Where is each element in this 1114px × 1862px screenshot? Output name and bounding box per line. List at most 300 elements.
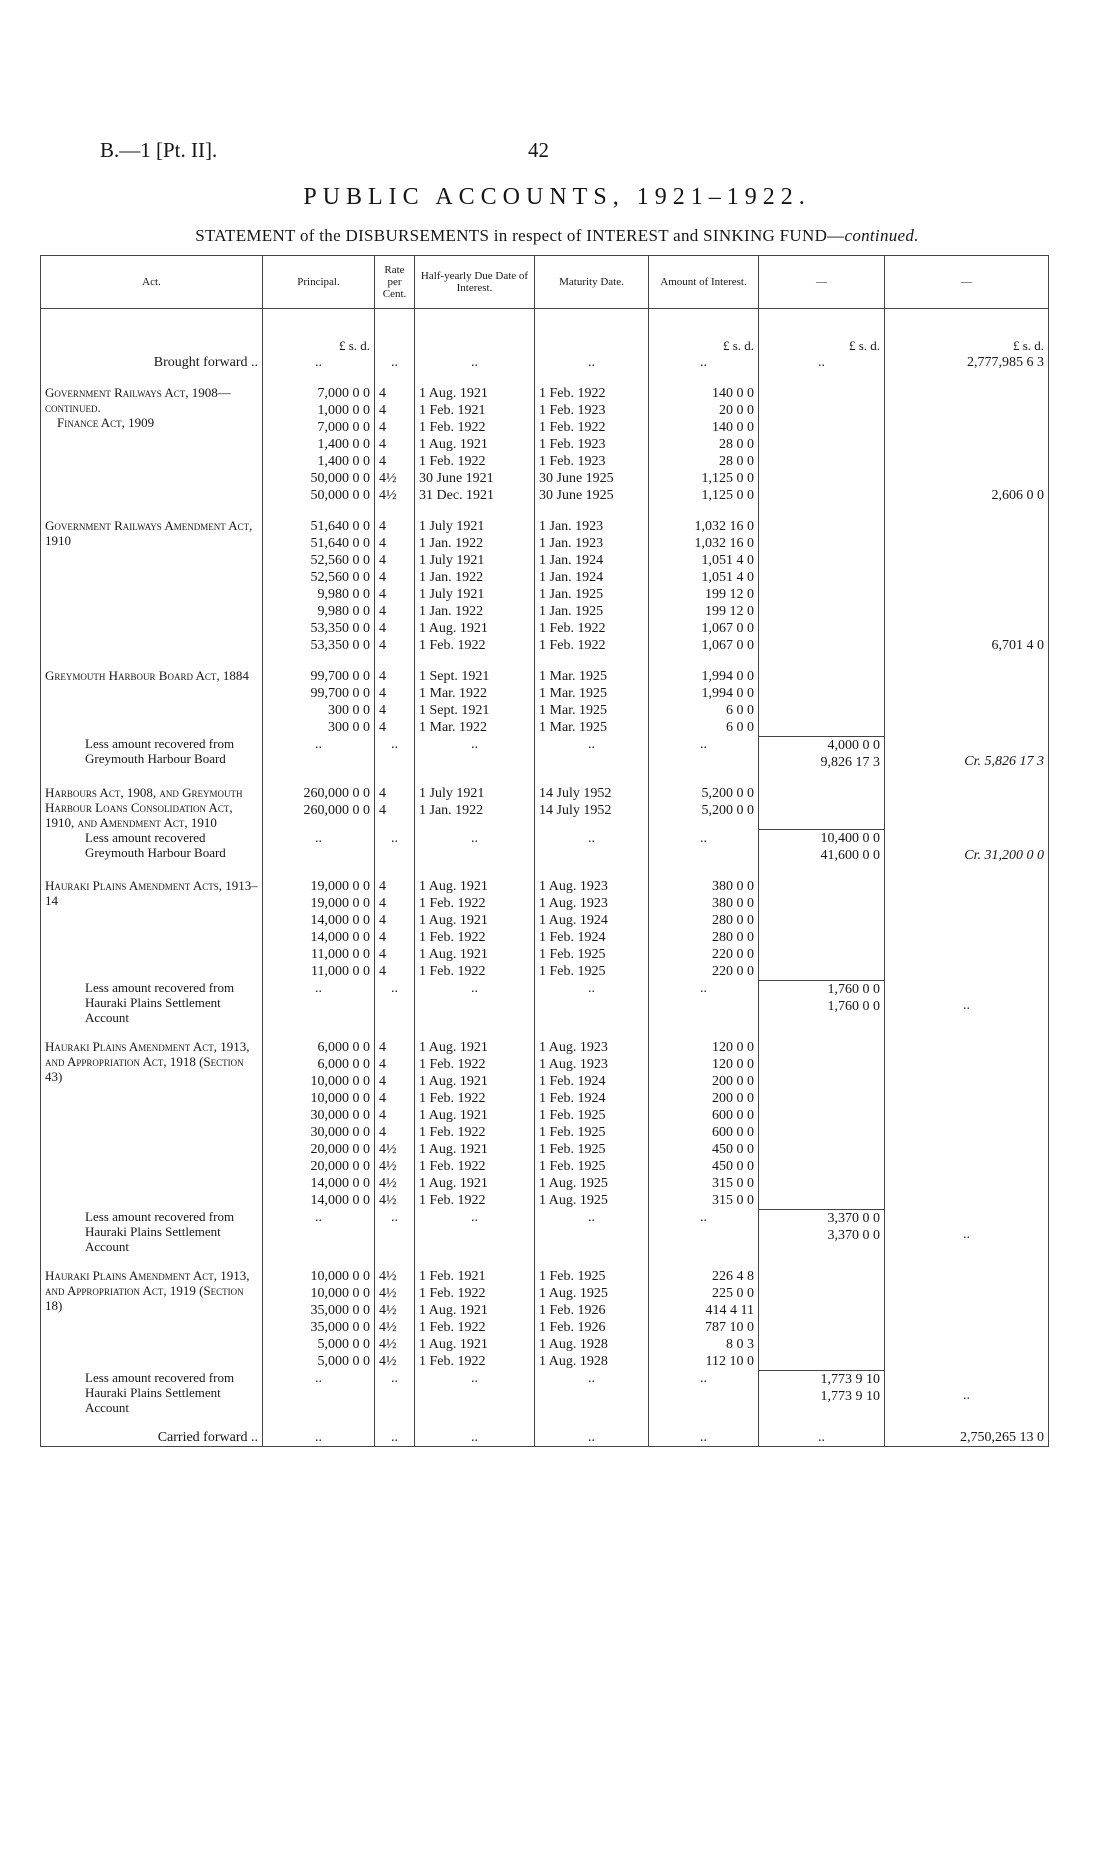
cf-dots-rate: ..	[375, 1429, 415, 1447]
interest-line: 1,125 0 0	[701, 471, 754, 486]
rate-line: 4	[379, 1125, 386, 1140]
interest-line: 200 0 0	[712, 1074, 754, 1089]
due-line: 1 Aug. 1921	[419, 947, 488, 962]
interest-line: 199 12 0	[705, 587, 754, 602]
maturity-line: 1 Aug. 1923	[539, 896, 608, 911]
rate-line: 4½	[379, 1269, 397, 1284]
bf-dots-due: ..	[415, 354, 535, 371]
maturity-line: 1 Jan. 1925	[539, 587, 604, 602]
interest-line: 1,051 4 0	[701, 570, 754, 585]
bf-dots-maturity: ..	[535, 354, 649, 371]
cf-dots-due: ..	[415, 1429, 535, 1447]
act-cell	[41, 785, 263, 830]
due-line: 1 Feb. 1922	[419, 454, 486, 469]
interest-line: 600 0 0	[712, 1125, 754, 1140]
principal-line: 50,000 0 0	[310, 471, 370, 486]
principal-line: 19,000 0 0	[310, 879, 370, 894]
act-name: Harbours Act, 1908, and Greymouth Harbour Loans Consolidation Act, 1910, and Amendment Act, 1910	[45, 784, 243, 830]
brought-forward-row	[41, 354, 1049, 371]
maturity-line: 1 Aug. 1923	[539, 1040, 608, 1055]
amount-recovered: 9,826 17 3	[820, 754, 880, 770]
col8-cell	[885, 1268, 1049, 1370]
interest-line: 8 0 3	[726, 1337, 754, 1352]
maturity-line: 1 Feb. 1923	[539, 437, 606, 452]
maturity-line: 1 Aug. 1925	[539, 1176, 608, 1191]
interest-line: 1,051 4 0	[701, 553, 754, 568]
interest-line: 6 0 0	[726, 720, 754, 735]
rate-line: 4	[379, 638, 386, 653]
rate-line: 4½	[379, 1354, 397, 1369]
disbursements-table	[40, 255, 1049, 1447]
rate-line: 4	[379, 386, 386, 401]
due-line: 1 Feb. 1922	[419, 1354, 486, 1369]
less-recovered-row	[41, 1370, 1049, 1415]
act-subname: Finance Act, 1909	[57, 415, 155, 430]
principal-cell	[263, 1039, 375, 1209]
rate-line: 4	[379, 570, 386, 585]
subtotal-cell	[759, 1209, 885, 1254]
less-cell	[41, 1209, 263, 1254]
less-dots-due: ..	[415, 1370, 535, 1415]
due-cell	[415, 785, 535, 830]
due-line: 1 Jan. 1922	[419, 802, 484, 818]
col7-cell	[759, 1039, 885, 1209]
due-line: 1 Aug. 1921	[419, 1108, 488, 1123]
brought-forward-total: 2,777,985 6 3	[885, 354, 1049, 371]
maturity-line: 1 Feb. 1925	[539, 947, 606, 962]
maturity-cell	[535, 1268, 649, 1370]
bf-dots-rate: ..	[375, 354, 415, 371]
maturity-line: 1 Jan. 1924	[539, 553, 604, 568]
unit-col7: £ s. d.	[759, 309, 885, 355]
rate-line: 4	[379, 1108, 386, 1123]
rate-cell	[375, 385, 415, 504]
col8-cell	[885, 878, 1049, 980]
principal-cell	[263, 878, 375, 980]
maturity-line: 1 Aug. 1925	[539, 1193, 608, 1208]
maturity-line: 1 Feb. 1925	[539, 964, 606, 979]
due-line: 30 June 1921	[419, 471, 494, 486]
maturity-line: 1 Jan. 1923	[539, 519, 604, 534]
act-group-row	[41, 878, 1049, 980]
col-principal: Principal.	[263, 256, 375, 309]
interest-line: 5,200 0 0	[701, 802, 754, 818]
rate-line: 4	[379, 519, 386, 534]
maturity-line: 1 Feb. 1926	[539, 1303, 606, 1318]
principal-line: 1,400 0 0	[317, 437, 370, 452]
interest-line: 280 0 0	[712, 913, 754, 928]
rate-line: 4	[379, 896, 386, 911]
cf-dots-principal: ..	[263, 1429, 375, 1447]
act-group-row	[41, 1039, 1049, 1209]
principal-line: 50,000 0 0	[310, 488, 370, 503]
due-line: 1 Aug. 1921	[419, 1337, 488, 1352]
cf-dots-interest: ..	[649, 1429, 759, 1447]
rate-line: 4½	[379, 1303, 397, 1318]
header-row	[41, 256, 1049, 309]
maturity-line: 1 Aug. 1928	[539, 1337, 608, 1352]
principal-line: 10,000 0 0	[310, 1286, 370, 1301]
maturity-line: 1 Feb. 1924	[539, 1074, 606, 1089]
cf-dots-maturity: ..	[535, 1429, 649, 1447]
maturity-line: 1 Feb. 1926	[539, 1320, 606, 1335]
due-line: 1 Mar. 1922	[419, 686, 488, 701]
principal-line: 11,000 0 0	[311, 947, 370, 962]
carried-forward-total: 2,750,265 13 0	[885, 1429, 1049, 1447]
brought-forward-label: Brought forward ..	[41, 354, 263, 371]
rate-cell	[375, 518, 415, 654]
principal-cell	[263, 518, 375, 654]
rate-line: 4	[379, 802, 386, 818]
principal-line: 9,980 0 0	[317, 587, 370, 602]
principal-line: 14,000 0 0	[310, 913, 370, 928]
due-line: 1 Feb. 1921	[419, 403, 486, 418]
interest-line: 220 0 0	[712, 964, 754, 979]
less-dots-principal: ..	[263, 1209, 375, 1254]
principal-line: 7,000 0 0	[317, 386, 370, 401]
table-footer	[41, 1415, 1049, 1447]
maturity-line: 1 Feb. 1925	[539, 1159, 606, 1174]
act-group-row	[41, 385, 1049, 504]
less-dots-interest: ..	[649, 830, 759, 865]
less-dots-due: ..	[415, 830, 535, 865]
rate-line: 4	[379, 686, 386, 701]
less-cell	[41, 830, 263, 865]
less-dots-due: ..	[415, 1209, 535, 1254]
col8-cell	[885, 785, 1049, 830]
due-line: 1 Feb. 1922	[419, 638, 486, 653]
rate-line: 4	[379, 964, 386, 979]
rate-line: 4	[379, 587, 386, 602]
group-subtotal: 3,370 0 0	[827, 1210, 880, 1226]
principal-line: 14,000 0 0	[310, 930, 370, 945]
less-dots-due: ..	[415, 736, 535, 771]
less-dots-interest: ..	[649, 736, 759, 771]
rate-line: 4	[379, 879, 386, 894]
less-amount-label: Less amount recovered Greymouth Harbour Board	[85, 829, 226, 860]
statement-subtitle	[0, 226, 1114, 246]
interest-line: 1,125 0 0	[701, 488, 754, 503]
rate-line: 4	[379, 553, 386, 568]
less-dots-principal: ..	[263, 830, 375, 865]
act-group-row	[41, 668, 1049, 736]
principal-line: 10,000 0 0	[310, 1074, 370, 1089]
less-recovered-row	[41, 980, 1049, 1025]
less-dots-principal: ..	[263, 736, 375, 771]
due-line: 1 Sept. 1921	[419, 669, 490, 684]
less-dots-rate: ..	[375, 1370, 415, 1415]
due-line: 1 Aug. 1921	[419, 1176, 488, 1191]
maturity-line: 1 Feb. 1925	[539, 1269, 606, 1284]
interest-cell	[649, 385, 759, 504]
rate-line: 4	[379, 785, 386, 801]
group-total-cell	[885, 980, 1049, 1025]
due-line: 1 Feb. 1922	[419, 964, 486, 979]
principal-line: 14,000 0 0	[310, 1176, 370, 1191]
rate-line: 4½	[379, 488, 397, 503]
col8-cell	[885, 518, 1049, 654]
due-line: 1 Aug. 1921	[419, 1142, 488, 1157]
amount-recovered: 1,760 0 0	[827, 998, 880, 1014]
disbursements-table-wrapper	[40, 255, 1048, 1447]
principal-line: 6,000 0 0	[317, 1057, 370, 1072]
principal-cell	[263, 668, 375, 736]
principal-line: 1,000 0 0	[317, 403, 370, 418]
principal-line: 35,000 0 0	[310, 1320, 370, 1335]
unit-col8: £ s. d.	[885, 309, 1049, 355]
interest-line: 140 0 0	[712, 420, 754, 435]
maturity-line: 1 Feb. 1924	[539, 930, 606, 945]
due-line: 31 Dec. 1921	[419, 488, 495, 503]
col-rate: Rate per Cent.	[375, 256, 415, 309]
maturity-line: 30 June 1925	[539, 488, 614, 503]
less-dots-interest: ..	[649, 1370, 759, 1415]
due-cell	[415, 1268, 535, 1370]
less-amount-label: Less amount recovered from Hauraki Plains Settlement Account	[85, 1209, 235, 1254]
amount-recovered: 3,370 0 0	[827, 1227, 880, 1243]
maturity-line: 1 Jan. 1923	[539, 536, 604, 551]
principal-line: 5,000 0 0	[317, 1354, 370, 1369]
act-name: Government Railways Act, 1908—continued.	[45, 385, 231, 415]
rate-cell	[375, 785, 415, 830]
maturity-line: 30 June 1925	[539, 471, 614, 486]
due-line: 1 Feb. 1922	[419, 1193, 486, 1208]
principal-line: 10,000 0 0	[310, 1269, 370, 1284]
bf-dots-interest: ..	[649, 354, 759, 371]
due-line: 1 Jan. 1922	[419, 604, 484, 619]
maturity-line: 1 Feb. 1923	[539, 454, 606, 469]
interest-cell	[649, 878, 759, 980]
due-cell	[415, 1039, 535, 1209]
rate-cell	[375, 878, 415, 980]
maturity-cell	[535, 385, 649, 504]
interest-line: 225 0 0	[712, 1286, 754, 1301]
less-amount-label: Less amount recovered from Hauraki Plains Settlement Account	[85, 980, 235, 1025]
maturity-line: 1 Mar. 1925	[539, 720, 608, 735]
col-7: —	[759, 256, 885, 309]
less-dots-rate: ..	[375, 830, 415, 865]
principal-line: 300 0 0	[328, 720, 370, 735]
rate-line: 4	[379, 947, 386, 962]
maturity-cell	[535, 668, 649, 736]
rate-line: 4	[379, 1040, 386, 1055]
principal-line: 53,350 0 0	[310, 638, 370, 653]
interest-line: 20 0 0	[719, 403, 754, 418]
rate-line: 4	[379, 420, 386, 435]
col7-cell	[759, 668, 885, 736]
rate-cell	[375, 668, 415, 736]
maturity-line: 1 Aug. 1923	[539, 879, 608, 894]
unit-interest: £ s. d.	[649, 309, 759, 355]
rate-line: 4	[379, 536, 386, 551]
principal-line: 20,000 0 0	[310, 1159, 370, 1174]
subtotal-cell	[759, 1370, 885, 1415]
principal-line: 51,640 0 0	[310, 519, 370, 534]
due-cell	[415, 878, 535, 980]
units-row	[41, 309, 1049, 355]
col8-cell	[885, 668, 1049, 736]
group-total: ..	[963, 998, 970, 1013]
principal-line: 52,560 0 0	[310, 570, 370, 585]
due-line: 1 Mar. 1922	[419, 720, 488, 735]
act-name: Government Railways Amendment Act, 1910	[45, 518, 253, 548]
rate-line: 4	[379, 1074, 386, 1089]
act-cell	[41, 668, 263, 736]
due-cell	[415, 668, 535, 736]
rate-line: 4½	[379, 1286, 397, 1301]
page-header	[0, 132, 1114, 172]
principal-cell	[263, 385, 375, 504]
group-total: ..	[963, 1388, 970, 1403]
due-cell	[415, 518, 535, 654]
carried-forward-label: Carried forward ..	[41, 1429, 263, 1447]
maturity-line: 1 Aug. 1924	[539, 913, 608, 928]
maturity-cell	[535, 785, 649, 830]
act-cell	[41, 518, 263, 654]
subtitle-main: STATEMENT of the DISBURSEMENTS in respect of INTEREST and SINKING FUND—	[195, 226, 845, 245]
interest-line: 226 4 8	[712, 1269, 754, 1284]
maturity-line: 1 Aug. 1925	[539, 1286, 608, 1301]
maturity-line: 1 Feb. 1924	[539, 1091, 606, 1106]
principal-line: 35,000 0 0	[310, 1303, 370, 1318]
due-line: 1 Aug. 1921	[419, 879, 488, 894]
principal-cell	[263, 1268, 375, 1370]
due-line: 1 Feb. 1922	[419, 930, 486, 945]
due-line: 1 Aug. 1921	[419, 1303, 488, 1318]
interest-line: 450 0 0	[712, 1159, 754, 1174]
less-dots-maturity: ..	[535, 1209, 649, 1254]
act-cell	[41, 1268, 263, 1370]
group-total: 6,701 4 0	[991, 638, 1044, 653]
due-line: 1 Feb. 1922	[419, 1091, 486, 1106]
due-line: 1 Aug. 1921	[419, 1074, 488, 1089]
group-total: Cr. 5,826 17 3	[964, 754, 1044, 769]
principal-line: 9,980 0 0	[317, 604, 370, 619]
due-line: 1 Aug. 1921	[419, 386, 488, 401]
table-body	[41, 309, 1049, 1416]
principal-line: 99,700 0 0	[310, 686, 370, 701]
less-dots-maturity: ..	[535, 830, 649, 865]
rate-cell	[375, 1268, 415, 1370]
col8-cell	[885, 385, 1049, 504]
principal-line: 5,000 0 0	[317, 1337, 370, 1352]
group-total: 2,606 0 0	[991, 488, 1044, 503]
principal-line: 260,000 0 0	[303, 802, 370, 818]
rate-line: 4	[379, 703, 386, 718]
col7-cell	[759, 385, 885, 504]
subtotal-cell	[759, 980, 885, 1025]
due-line: 1 Feb. 1922	[419, 1057, 486, 1072]
rate-line: 4½	[379, 1337, 397, 1352]
principal-line: 53,350 0 0	[310, 621, 370, 636]
less-dots-maturity: ..	[535, 736, 649, 771]
maturity-cell	[535, 518, 649, 654]
maturity-line: 1 Jan. 1924	[539, 570, 604, 585]
interest-line: 1,032 16 0	[694, 536, 754, 551]
cf-dots-col7: ..	[759, 1429, 885, 1447]
maturity-line: 1 Feb. 1922	[539, 386, 606, 401]
unit-principal: £ s. d.	[263, 309, 375, 355]
subtotal-cell	[759, 736, 885, 771]
group-total-cell	[885, 1209, 1049, 1254]
rate-line: 4½	[379, 1142, 397, 1157]
page-number: 42	[528, 138, 549, 162]
due-line: 1 Sept. 1921	[419, 703, 490, 718]
act-group-row	[41, 785, 1049, 830]
maturity-line: 1 Mar. 1925	[539, 669, 608, 684]
rate-line: 4½	[379, 1193, 397, 1208]
bf-dots-col7: ..	[759, 354, 885, 371]
interest-line: 280 0 0	[712, 930, 754, 945]
principal-line: 14,000 0 0	[310, 1193, 370, 1208]
rate-line: 4	[379, 720, 386, 735]
interest-line: 220 0 0	[712, 947, 754, 962]
less-dots-due: ..	[415, 980, 535, 1025]
group-total-cell	[885, 736, 1049, 771]
page-title: PUBLIC ACCOUNTS, 1921–1922.	[303, 184, 811, 210]
principal-line: 1,400 0 0	[317, 454, 370, 469]
interest-line: 1,994 0 0	[701, 669, 754, 684]
maturity-line: 1 Feb. 1925	[539, 1142, 606, 1157]
due-line: 1 Feb. 1922	[419, 1125, 486, 1140]
interest-line: 5,200 0 0	[701, 785, 754, 801]
principal-cell	[263, 785, 375, 830]
act-group-row	[41, 1268, 1049, 1370]
interest-line: 1,994 0 0	[701, 686, 754, 701]
maturity-cell	[535, 1039, 649, 1209]
due-line: 1 Jan. 1922	[419, 570, 484, 585]
interest-line: 140 0 0	[712, 386, 754, 401]
due-line: 1 July 1921	[419, 587, 485, 602]
rate-line: 4	[379, 669, 386, 684]
bf-dots-principal: ..	[263, 354, 375, 371]
act-name: Hauraki Plains Amendment Acts, 1913–14	[45, 878, 258, 908]
due-line: 1 Feb. 1922	[419, 1159, 486, 1174]
maturity-line: 1 Jan. 1925	[539, 604, 604, 619]
rate-line: 4	[379, 1091, 386, 1106]
less-dots-maturity: ..	[535, 980, 649, 1025]
less-dots-maturity: ..	[535, 1370, 649, 1415]
interest-line: 199 12 0	[705, 604, 754, 619]
less-cell	[41, 980, 263, 1025]
principal-line: 99,700 0 0	[310, 669, 370, 684]
maturity-line: 1 Feb. 1922	[539, 621, 606, 636]
interest-cell	[649, 1039, 759, 1209]
interest-line: 414 4 11	[705, 1303, 754, 1318]
interest-line: 1,067 0 0	[701, 638, 754, 653]
principal-line: 30,000 0 0	[310, 1108, 370, 1123]
maturity-line: 1 Feb. 1925	[539, 1108, 606, 1123]
due-line: 1 Aug. 1921	[419, 621, 488, 636]
rate-line: 4	[379, 1057, 386, 1072]
interest-line: 315 0 0	[712, 1176, 754, 1191]
col-due: Half-yearly Due Date of Interest.	[415, 256, 535, 309]
principal-line: 6,000 0 0	[317, 1040, 370, 1055]
due-line: 1 Jan. 1922	[419, 536, 484, 551]
group-subtotal: 10,400 0 0	[820, 831, 880, 846]
act-cell	[41, 1039, 263, 1209]
amount-recovered: 1,773 9 10	[820, 1388, 880, 1404]
col7-cell	[759, 518, 885, 654]
principal-line: 52,560 0 0	[310, 553, 370, 568]
interest-line: 120 0 0	[712, 1040, 754, 1055]
less-dots-rate: ..	[375, 736, 415, 771]
col-act: Act.	[41, 256, 263, 309]
less-dots-interest: ..	[649, 1209, 759, 1254]
subtotal-cell	[759, 830, 885, 865]
maturity-line: 1 Aug. 1928	[539, 1354, 608, 1369]
maturity-cell	[535, 878, 649, 980]
